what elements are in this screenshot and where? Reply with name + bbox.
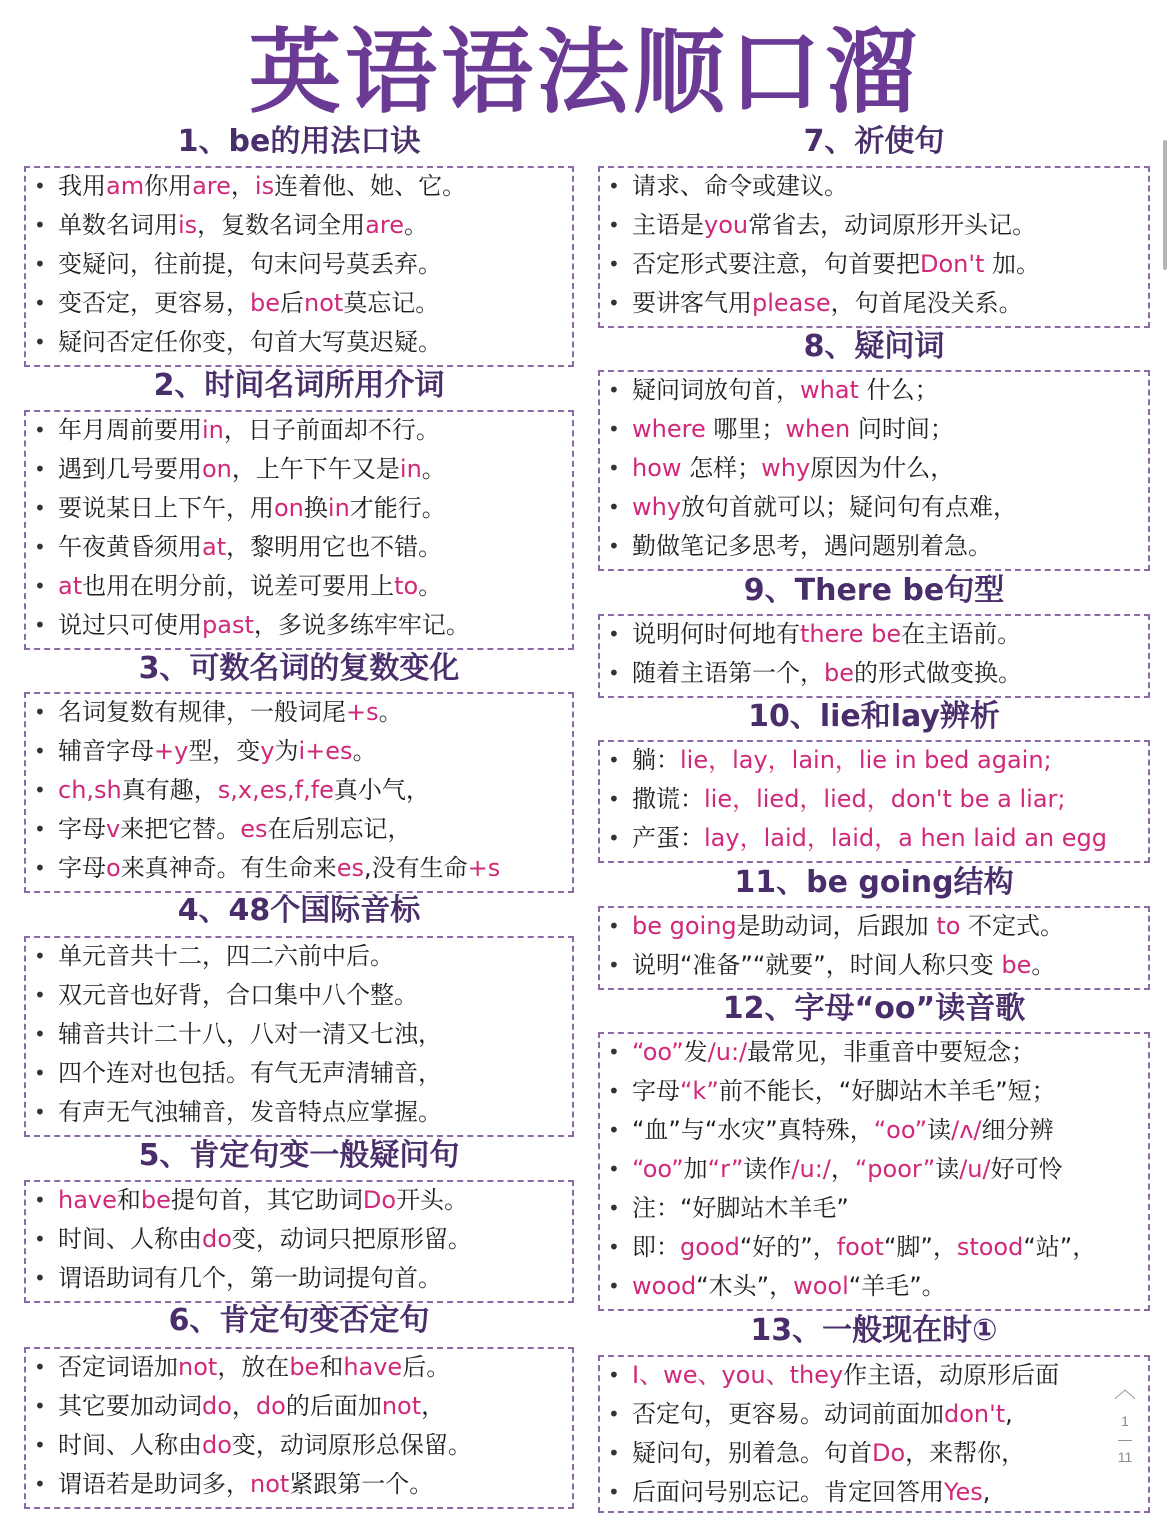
bullet-icon: •: [608, 661, 620, 685]
keyword: be: [289, 1353, 320, 1381]
section-title: 8、疑问词: [803, 329, 945, 364]
bullet-icon: •: [608, 1235, 620, 1259]
list-item: • 否定句，更容易。动词前面加don't,: [598, 1395, 1150, 1434]
list-item: • 单数名词用is，复数名词全用are。: [24, 206, 574, 245]
keyword: Yes: [944, 1478, 983, 1506]
bullet-icon: •: [608, 378, 620, 402]
bullet-icon: •: [34, 457, 46, 481]
keyword: have: [343, 1353, 403, 1381]
keyword: when: [785, 415, 851, 443]
keyword: “r”: [707, 1155, 744, 1183]
bullet-icon: •: [34, 535, 46, 559]
list-item: • ch,sh真有趣，s,x,es,f,fe真小气，: [24, 771, 574, 810]
bullet-icon: •: [34, 1266, 46, 1290]
bullet-icon: •: [34, 1022, 46, 1046]
keyword: at: [58, 572, 83, 600]
keyword: to: [936, 912, 961, 940]
keyword: is: [178, 211, 198, 239]
list-item: • 产蛋：lay，laid，laid，a hen laid an egg: [598, 819, 1150, 858]
keyword: /u:/: [791, 1155, 831, 1183]
keyword: “oo”: [632, 1038, 684, 1066]
keyword: why: [632, 493, 682, 521]
bullet-icon: •: [34, 1100, 46, 1124]
bullet-icon: •: [34, 817, 46, 841]
keyword: to: [394, 572, 419, 600]
list-item: • 谓语若是助词多，not紧跟第一个。: [24, 1465, 574, 1504]
bullet-icon: •: [608, 252, 620, 276]
keyword: o: [106, 854, 121, 882]
keyword: past: [202, 611, 254, 639]
section-title: 12、字母“oo”读音歌: [722, 991, 1026, 1026]
keyword: on: [274, 494, 304, 522]
keyword: how: [632, 454, 682, 482]
bullet-icon: •: [608, 174, 620, 198]
bullet-icon: •: [608, 1363, 620, 1387]
list-item: • 其它要加动词do，do的后面加not，: [24, 1387, 574, 1426]
list-item: • 否定词语加not，放在be和have后。: [24, 1348, 574, 1387]
bullet-icon: •: [34, 1394, 46, 1418]
list-item: • 注：“好脚站木羊毛”: [598, 1189, 1150, 1228]
keyword: “oo”: [632, 1155, 684, 1183]
bullet-icon: •: [34, 1188, 46, 1212]
bullet-icon: •: [608, 534, 620, 558]
keyword: be: [824, 659, 854, 687]
bullet-icon: •: [34, 291, 46, 315]
keyword: do: [202, 1225, 232, 1253]
keyword: wood: [632, 1272, 697, 1300]
list-item: • 撒谎：lie，lied，lied，don't be a liar;: [598, 780, 1150, 819]
list-item: • 变否定，更容易，be后not莫忘记。: [24, 284, 574, 323]
keyword: are: [192, 172, 231, 200]
keyword: /u/: [959, 1155, 991, 1183]
list-item: • 名词复数有规律，一般词尾+s。: [24, 693, 574, 732]
bullet-icon: •: [608, 417, 620, 441]
bullet-icon: •: [34, 778, 46, 802]
list-item: • 双元音也好背，合口集中八个整。: [24, 976, 574, 1015]
bullet-icon: •: [608, 213, 620, 237]
keyword: not: [381, 1392, 422, 1420]
bullet-icon: •: [34, 613, 46, 637]
keyword: y: [260, 737, 275, 765]
keyword: lay，laid，laid，a hen laid an egg: [704, 824, 1107, 852]
keyword: I、we、you、they: [632, 1361, 844, 1389]
keyword: have: [58, 1186, 117, 1214]
bullet-icon: •: [608, 1196, 620, 1220]
section-title: 5、肯定句变一般疑问句: [138, 1138, 460, 1173]
bullet-icon: •: [608, 1402, 620, 1426]
list-item: • 即：good“好的”，foot“脚”，stood“站”，: [598, 1228, 1150, 1267]
chevron-up-icon[interactable]: ︿: [1113, 1377, 1136, 1402]
keyword: “k”: [680, 1077, 719, 1105]
keyword: why: [761, 454, 811, 482]
keyword: es: [240, 815, 268, 843]
list-item: • 有声无气浊辅音，发音特点应掌握。: [24, 1093, 574, 1132]
page-title: 英语语法顺口溜: [248, 19, 921, 126]
section-title: 6、肯定句变否定句: [168, 1303, 430, 1338]
keyword: in: [202, 416, 224, 444]
list-item: • 谓语助词有几个，第一助词提句首。: [24, 1259, 574, 1298]
list-item: • I、we、you、they作主语，动原形后面: [598, 1356, 1150, 1395]
list-item: • 后面问号别忘记。肯定回答用Yes,: [598, 1473, 1150, 1512]
keyword: be going: [632, 912, 737, 940]
bullet-icon: •: [608, 495, 620, 519]
bullet-icon: •: [608, 1480, 620, 1504]
list-item: • “血”与“水灾”真特殊，“oo”读/ʌ/细分辨: [598, 1111, 1150, 1150]
keyword: +s: [467, 854, 501, 882]
keyword: be: [1001, 951, 1032, 979]
keyword: foot: [836, 1233, 884, 1261]
bullet-icon: •: [34, 1472, 46, 1496]
section-title: 2、时间名词所用介词: [153, 368, 445, 403]
bullet-icon: •: [34, 1355, 46, 1379]
keyword: not: [178, 1353, 218, 1381]
keyword: Don't: [920, 250, 985, 278]
keyword: there be: [800, 620, 902, 648]
bullet-icon: •: [34, 252, 46, 276]
keyword: wool: [793, 1272, 849, 1300]
keyword: do: [202, 1431, 232, 1459]
keyword: is: [254, 172, 275, 200]
keyword: “poor”: [854, 1155, 936, 1183]
list-item: • 字母“k”前不能长，“好脚站木羊毛”短；: [598, 1072, 1150, 1111]
bullet-icon: •: [608, 1079, 620, 1103]
keyword: lie，lied，lied，don't be a liar;: [704, 785, 1066, 813]
section-title: 1、be的用法口诀: [177, 124, 421, 159]
list-item: • 说明“准备”“就要”，时间人称只变 be。: [598, 946, 1150, 985]
keyword: s,x,es,f,fe: [217, 776, 334, 804]
keyword: in: [399, 455, 422, 483]
bullet-icon: •: [608, 622, 620, 646]
keyword: i+es: [298, 737, 353, 765]
bullet-icon: •: [34, 496, 46, 520]
list-item: • 变疑问，往前提，句末问号莫丢弃。: [24, 245, 574, 284]
list-item: • 主语是you常省去，动词原形开头记。: [598, 206, 1150, 245]
bullet-icon: •: [608, 456, 620, 480]
list-item: • 躺：lie，lay，lain，lie in bed again;: [598, 741, 1150, 780]
keyword: +y: [154, 737, 189, 765]
bullet-icon: •: [34, 418, 46, 442]
bullet-icon: •: [34, 944, 46, 968]
list-item: • 要说某日上下午，用on换in才能行。: [24, 489, 574, 528]
keyword: “oo”: [873, 1116, 928, 1144]
keyword: don't: [944, 1400, 1006, 1428]
bullet-icon: •: [608, 953, 620, 977]
bullet-icon: •: [34, 983, 46, 1007]
section-title: 9、There be句型: [743, 573, 1005, 608]
keyword: es: [336, 854, 364, 882]
keyword: stood: [956, 1233, 1024, 1261]
list-item: • 辅音字母+y型，变y为i+es。: [24, 732, 574, 771]
list-item: • 请求、命令或建议。: [598, 167, 1150, 206]
keyword: /u:/: [707, 1038, 748, 1066]
keyword: are: [365, 211, 404, 239]
page-divider: —: [1118, 1431, 1132, 1447]
section-title: 13、一般现在时①: [750, 1313, 998, 1348]
list-item: • “oo”发/u:/最常见，非重音中要短念；: [598, 1033, 1150, 1072]
list-item: • 我用am你用are，is连着他、她、它。: [24, 167, 574, 206]
bullet-icon: •: [34, 1433, 46, 1457]
list-item: • 疑问否定任你变，句首大写莫迟疑。: [24, 323, 574, 362]
bullet-icon: •: [608, 1274, 620, 1298]
list-item: • be going是助动词，后跟加 to 不定式。: [598, 907, 1150, 946]
list-item: • 时间、人称由do变，动词原形总保留。: [24, 1426, 574, 1465]
list-item: • how 怎样；why原因为什么，: [598, 449, 1150, 488]
list-item: • 单元音共十二，四二六前中后。: [24, 937, 574, 976]
list-item: • 四个连对也包括。有气无声清辅音，: [24, 1054, 574, 1093]
keyword: do: [202, 1392, 232, 1420]
list-item: • 时间、人称由do变，动词只把原形留。: [24, 1220, 574, 1259]
list-item: • 要讲客气用please，句首尾没关系。: [598, 284, 1150, 323]
keyword: not: [250, 1470, 290, 1498]
keyword: be: [140, 1186, 171, 1214]
list-item: • wood“木头”，wool“羊毛”。: [598, 1267, 1150, 1306]
section-title: 4、48个国际音标: [177, 893, 421, 928]
section-title: 11、be going结构: [734, 865, 1014, 900]
bullet-icon: •: [608, 748, 620, 772]
list-item: • 勤做笔记多思考，遇问题别着急。: [598, 527, 1150, 566]
keyword: where: [632, 415, 706, 443]
keyword: on: [202, 455, 232, 483]
bullet-icon: •: [34, 739, 46, 763]
list-item: • why放句首就可以；疑问句有点难，: [598, 488, 1150, 527]
section-title: 7、祈使句: [803, 124, 945, 159]
keyword: Do: [872, 1439, 906, 1467]
bullet-icon: •: [608, 914, 620, 938]
bullet-icon: •: [34, 856, 46, 880]
keyword: do: [255, 1392, 286, 1420]
bullet-icon: •: [34, 330, 46, 354]
bullet-icon: •: [608, 826, 620, 850]
list-item: • 午夜黄昏须用at，黎明用它也不错。: [24, 528, 574, 567]
bullet-icon: •: [608, 1040, 620, 1064]
bullet-icon: •: [34, 1227, 46, 1251]
list-item: • 字母o来真神奇。有生命来es,没有生命+s: [24, 849, 574, 888]
section-title: 10、lie和lay辨析: [748, 699, 1000, 734]
keyword: not: [304, 289, 344, 317]
keyword: you: [704, 211, 749, 239]
bullet-icon: •: [34, 700, 46, 724]
bullet-icon: •: [34, 1061, 46, 1085]
list-item: • have和be提句首，其它助词Do开头。: [24, 1181, 574, 1220]
keyword: good: [680, 1233, 740, 1261]
bullet-icon: •: [34, 213, 46, 237]
list-item: • “oo”加“r”读作/u:/，“poor”读/u/好可怜: [598, 1150, 1150, 1189]
bullet-icon: •: [608, 1118, 620, 1142]
keyword: at: [202, 533, 227, 561]
list-item: • 说过只可使用past，多说多练牢牢记。: [24, 606, 574, 645]
current-page: 1: [1121, 1413, 1129, 1429]
keyword: in: [327, 494, 350, 522]
bullet-icon: •: [34, 574, 46, 598]
list-item: • 遇到几号要用on，上午下午又是in。: [24, 450, 574, 489]
bullet-icon: •: [608, 1441, 620, 1465]
total-pages: 11: [1117, 1449, 1133, 1465]
section-title: 3、可数名词的复数变化: [138, 651, 460, 686]
keyword: ch,sh: [58, 776, 122, 804]
list-item: • at也用在明分前，说差可要用上to。: [24, 567, 574, 606]
list-item: • 否定形式要注意，句首要把Don't 加。: [598, 245, 1150, 284]
page-indicator: [1105, 1370, 1145, 1485]
list-item: • 疑问词放句首，what 什么；: [598, 371, 1150, 410]
keyword: am: [106, 172, 145, 200]
list-item: • 说明何时何地有there be在主语前。: [598, 615, 1150, 654]
keyword: lie，lay，lain，lie in bed again;: [680, 746, 1052, 774]
keyword: Do: [362, 1186, 397, 1214]
keyword: /ʌ/: [951, 1116, 982, 1144]
bullet-icon: •: [608, 1157, 620, 1181]
keyword: what: [800, 376, 859, 404]
keyword: v: [106, 815, 121, 843]
list-item: • 疑问句，别着急。句首Do，来帮你，: [598, 1434, 1150, 1473]
list-item: • 年月周前要用in，日子前面却不行。: [24, 411, 574, 450]
list-item: • 随着主语第一个，be的形式做变换。: [598, 654, 1150, 693]
scrollbar[interactable]: [1163, 140, 1167, 270]
keyword: be: [250, 289, 280, 317]
list-item: • 字母v来把它替。es在后别忘记，: [24, 810, 574, 849]
list-item: • 辅音共计二十八，八对一清又七浊，: [24, 1015, 574, 1054]
keyword: please: [752, 289, 831, 317]
bullet-icon: •: [608, 787, 620, 811]
bullet-icon: •: [34, 174, 46, 198]
bullet-icon: •: [608, 291, 620, 315]
list-item: • where 哪里；when 问时间；: [598, 410, 1150, 449]
keyword: +s: [346, 698, 379, 726]
